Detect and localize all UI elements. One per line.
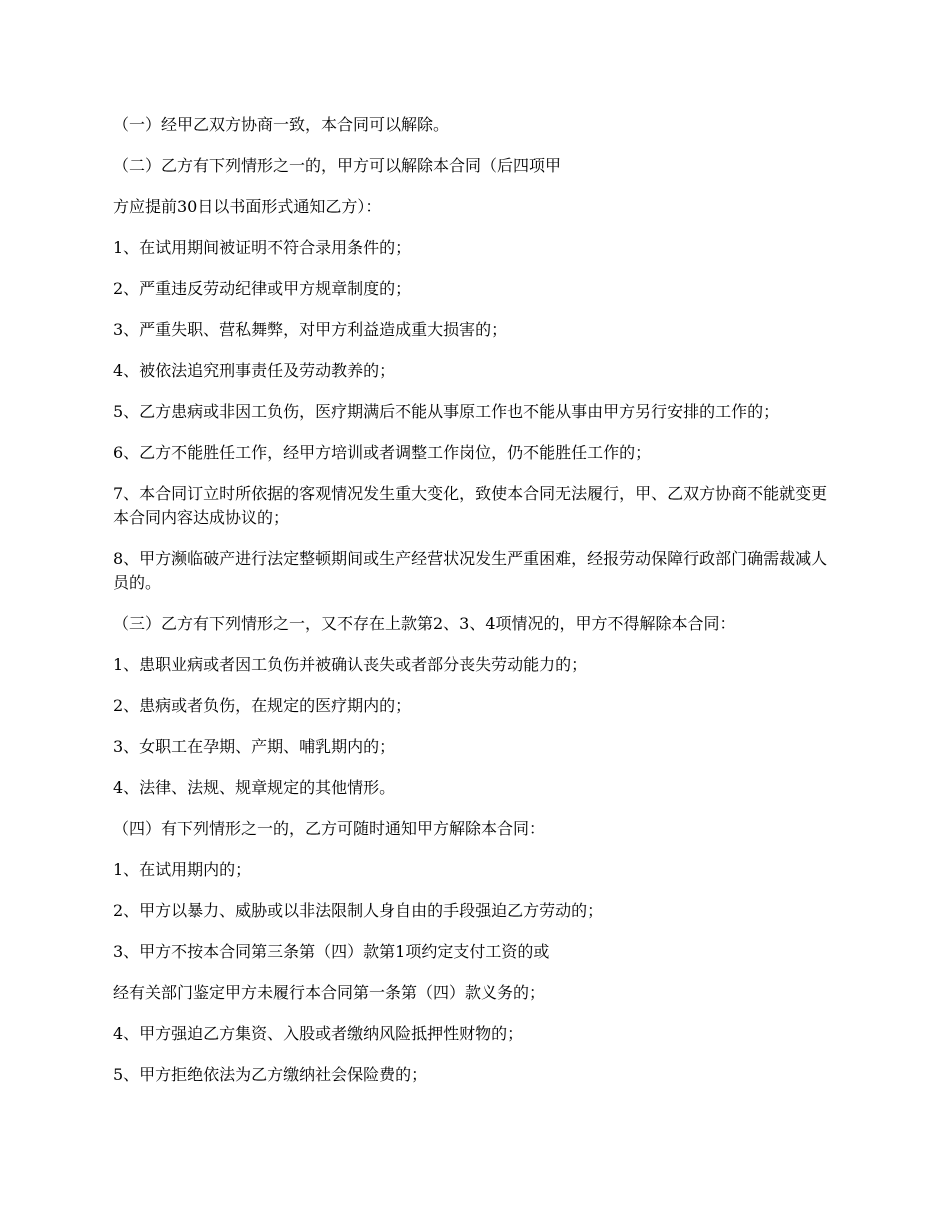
paragraph-18: 1、在试用期内的； — [113, 860, 252, 879]
paragraph-3: 方应提前30日以书面形式通知乙方）： — [113, 197, 382, 216]
paragraph-21: 经有关部门鉴定甲方未履行本合同第一条第（四）款义务的； — [113, 983, 546, 1002]
paragraph-9: 6、乙方不能胜任工作，经甲方培训或者调整工作岗位，仍不能胜任工作的； — [113, 443, 652, 462]
paragraph-20: 3、甲方不按本合同第三条第（四）款第1项约定支付工资的或 — [113, 942, 550, 961]
paragraph-22: 4、甲方强迫乙方集资、入股或者缴纳风险抵押性财物的； — [113, 1024, 524, 1043]
paragraph-10: 7、本合同订立时所依据的客观情况发生重大变化，致使本合同无法履行，甲、乙双方协商不能就变更本合同内容达成协议的； — [113, 484, 828, 527]
paragraph-12: （三）乙方有下列情形之一，又不存在上款第2、3、4项情况的，甲方不得解除本合同： — [113, 614, 736, 633]
paragraph-16: 4、法律、法规、规章规定的其他情形。 — [113, 778, 396, 797]
paragraph-6: 3、严重失职、营私舞弊，对甲方利益造成重大损害的； — [113, 320, 508, 339]
paragraph-8: 5、乙方患病或非因工负伤，医疗期满后不能从事原工作也不能从事由甲方另行安排的工作的； — [113, 402, 780, 421]
paragraph-7: 4、被依法追究刑事责任及劳动教养的； — [113, 361, 396, 380]
paragraph-5: 2、严重违反劳动纪律或甲方规章制度的； — [113, 279, 412, 298]
document-body — [113, 113, 837, 1087]
paragraph-14: 2、患病或者负伤，在规定的医疗期内的； — [113, 696, 412, 715]
paragraph-19: 2、甲方以暴力、威胁或以非法限制人身自由的手段强迫乙方劳动的； — [113, 901, 604, 920]
paragraph-17: （四）有下列情形之一的，乙方可随时通知甲方解除本合同： — [113, 819, 546, 838]
paragraph-13: 1、患职业病或者因工负伤并被确认丧失或者部分丧失劳动能力的； — [113, 655, 588, 674]
paragraph-4: 1、在试用期间被证明不符合录用条件的； — [113, 238, 412, 257]
paragraph-15: 3、女职工在孕期、产期、哺乳期内的； — [113, 737, 396, 756]
paragraph-2: （二）乙方有下列情形之一的，甲方可以解除本合同（后四项甲 — [113, 156, 562, 175]
paragraph-1: （一）经甲乙双方协商一致，本合同可以解除。 — [113, 115, 450, 134]
paragraph-11: 8、甲方濒临破产进行法定整顿期间或生产经营状况发生严重困难，经报劳动保障行政部门确需裁减人员的。 — [113, 549, 828, 592]
paragraph-23: 5、甲方拒绝依法为乙方缴纳社会保险费的； — [113, 1065, 428, 1084]
